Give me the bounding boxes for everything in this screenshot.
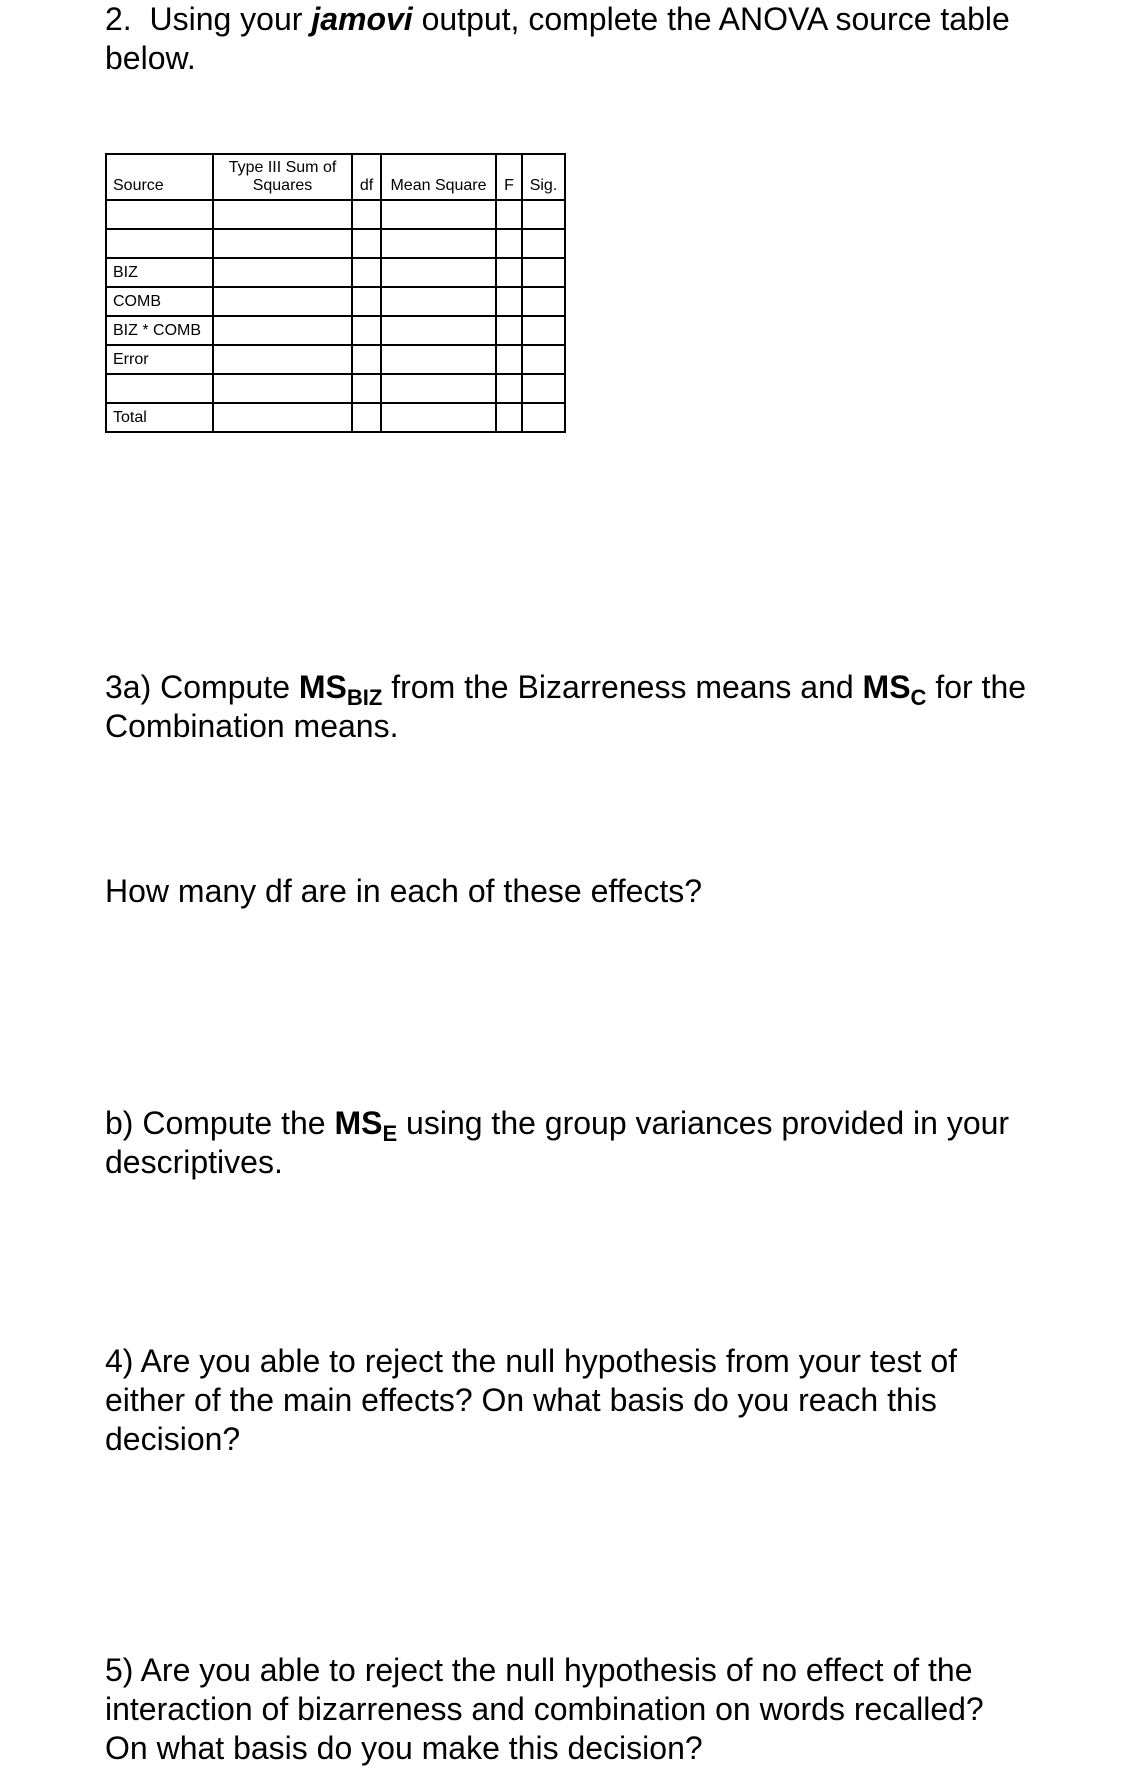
- header-f: F: [496, 154, 522, 200]
- table-row: [106, 374, 565, 403]
- cell-ms[interactable]: [381, 316, 496, 345]
- cell-f[interactable]: [496, 316, 522, 345]
- ms-c-subscript: C: [910, 685, 927, 710]
- question-3b: [105, 1104, 1035, 1182]
- cell-df[interactable]: [352, 258, 381, 287]
- cell-f[interactable]: [496, 229, 522, 258]
- question-3a: [105, 668, 1035, 746]
- cell-ss[interactable]: [213, 229, 352, 258]
- ms-biz-subscript: BIZ: [346, 685, 383, 710]
- question-2: [105, 0, 1035, 78]
- question-5-line1: 5) Are you able to reject the null hypothesis of no effect of the interaction of bizarreness and combination on words recalled?: [105, 1652, 984, 1727]
- header-sig: Sig.: [522, 154, 565, 200]
- cell-ss[interactable]: [213, 374, 352, 403]
- cell-df[interactable]: [352, 229, 381, 258]
- cell-sig[interactable]: [522, 200, 565, 229]
- question-5: [105, 1651, 1035, 1768]
- cell-sig[interactable]: [522, 258, 565, 287]
- cell-sig[interactable]: [522, 229, 565, 258]
- question-4: 4) Are you able to reject the null hypothesis from your test of either of the main effects? On what basis do you reach this decision?: [105, 1343, 957, 1457]
- cell-ms[interactable]: [381, 229, 496, 258]
- table-row: [106, 403, 565, 432]
- question-2-number: 2.: [105, 1, 132, 37]
- row-label: [106, 374, 213, 403]
- cell-ss[interactable]: [213, 258, 352, 287]
- question-3a-post: for the Combination means.: [105, 669, 1027, 744]
- row-label-biz: BIZ: [106, 258, 213, 287]
- ms-c-label: MS: [862, 669, 911, 705]
- header-df: df: [352, 154, 381, 200]
- cell-ss[interactable]: [213, 287, 352, 316]
- cell-ms[interactable]: [381, 200, 496, 229]
- cell-f[interactable]: [496, 345, 522, 374]
- ms-e-subscript: E: [382, 1121, 398, 1146]
- jamovi-emphasis: jamovi: [311, 1, 413, 37]
- cell-f[interactable]: [496, 403, 522, 432]
- header-sum-of-squares: Type III Sum of Squares: [213, 154, 352, 200]
- cell-df[interactable]: [352, 287, 381, 316]
- header-mean-square: Mean Square: [381, 154, 496, 200]
- cell-sig[interactable]: [522, 316, 565, 345]
- question-3a-df: How many df are in each of these effects?: [105, 873, 703, 909]
- anova-source-table: [105, 153, 566, 433]
- row-label-interaction: BIZ * COMB: [106, 316, 213, 345]
- cell-sig[interactable]: [522, 345, 565, 374]
- cell-ms[interactable]: [381, 374, 496, 403]
- row-label: [106, 229, 213, 258]
- table-row: [106, 258, 565, 287]
- question-3a-mid: from the Bizarreness means and: [382, 669, 863, 705]
- row-label-comb: COMB: [106, 287, 213, 316]
- cell-f[interactable]: [496, 374, 522, 403]
- cell-f[interactable]: [496, 287, 522, 316]
- cell-ms[interactable]: [381, 287, 496, 316]
- cell-ms[interactable]: [381, 403, 496, 432]
- cell-ms[interactable]: [381, 258, 496, 287]
- cell-sig[interactable]: [522, 374, 565, 403]
- cell-df[interactable]: [352, 403, 381, 432]
- table-row: [106, 345, 565, 374]
- cell-sig[interactable]: [522, 287, 565, 316]
- table-row: [106, 316, 565, 345]
- cell-ss[interactable]: [213, 316, 352, 345]
- ms-biz-label: MS: [298, 669, 347, 705]
- question-3b-post: using the group variances provided in your descriptives.: [105, 1105, 1010, 1180]
- table-row: [106, 229, 565, 258]
- question-5-line2: On what basis do you make this decision?: [105, 1730, 703, 1766]
- cell-ss[interactable]: [213, 345, 352, 374]
- row-label-error: Error: [106, 345, 213, 374]
- question-3a-pre: 3a) Compute: [105, 669, 299, 705]
- question-3b-pre: b) Compute the: [105, 1105, 335, 1141]
- table-header-row: [106, 154, 565, 200]
- ms-e-label: MS: [334, 1105, 383, 1141]
- cell-f[interactable]: [496, 200, 522, 229]
- cell-df[interactable]: [352, 345, 381, 374]
- table-row: [106, 287, 565, 316]
- cell-ss[interactable]: [213, 200, 352, 229]
- row-label: [106, 200, 213, 229]
- question-2-text-post: output, complete the ANOVA source table below.: [105, 1, 1010, 76]
- cell-sig[interactable]: [522, 403, 565, 432]
- cell-df[interactable]: [352, 374, 381, 403]
- table-row: [106, 200, 565, 229]
- cell-df[interactable]: [352, 316, 381, 345]
- header-source: Source: [106, 154, 213, 200]
- cell-ss[interactable]: [213, 403, 352, 432]
- cell-df[interactable]: [352, 200, 381, 229]
- question-2-text-pre: Using your: [149, 1, 312, 37]
- cell-ms[interactable]: [381, 345, 496, 374]
- row-label-total: Total: [106, 403, 213, 432]
- cell-f[interactable]: [496, 258, 522, 287]
